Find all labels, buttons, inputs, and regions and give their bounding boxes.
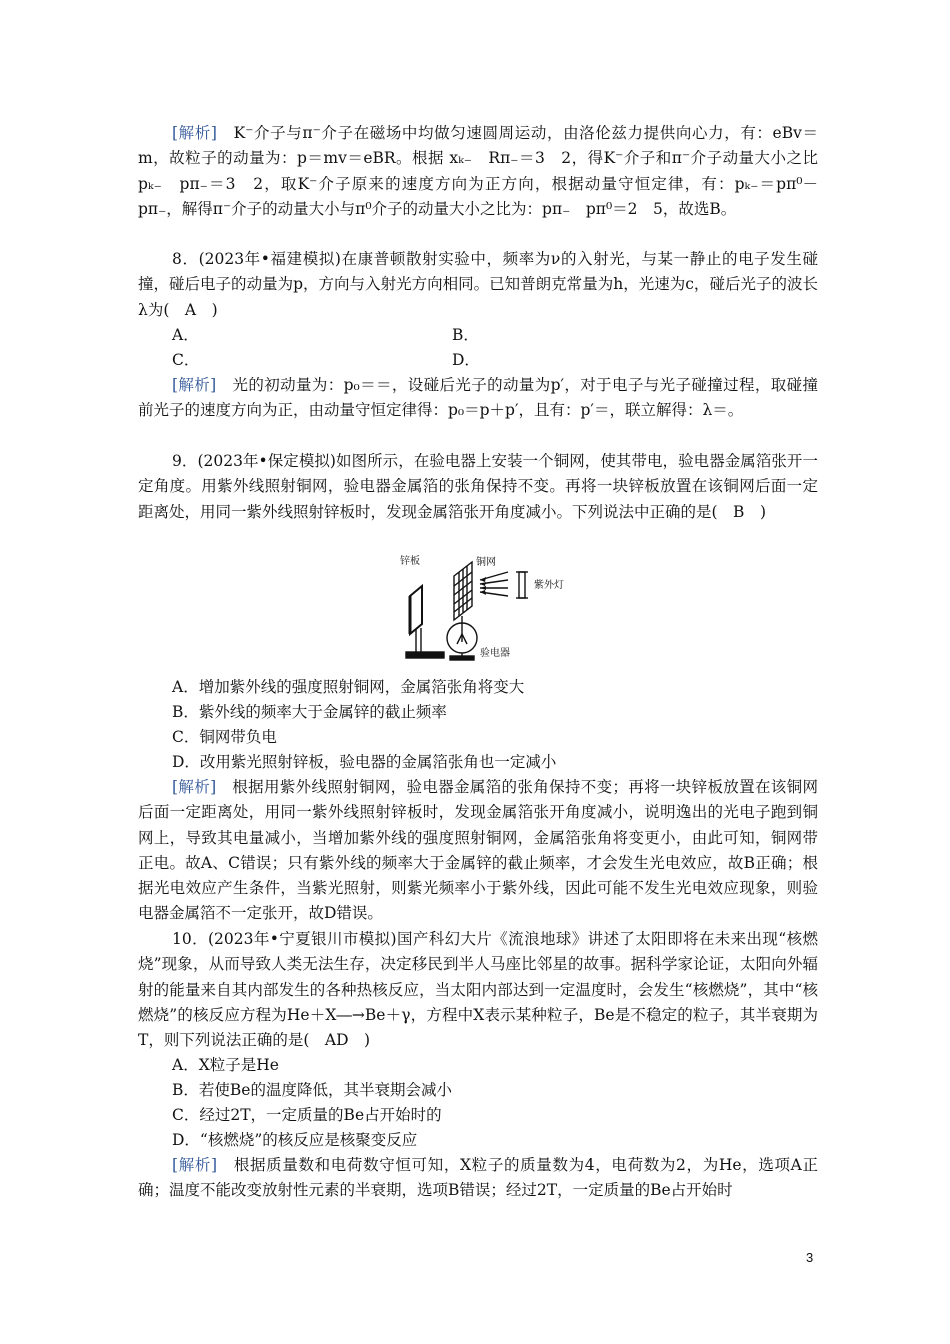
q9-solution: [138, 775, 818, 927]
solution-text: K⁻介子与π⁻介子在磁场中均做匀速圆周运动，由洛伦兹力提供向心力，有：eBv＝m，故粒子的动量为：p＝mv＝eBR。根据 xₖ₋ Rπ₋＝3 2，得K⁻介子和π⁻介子动量大小之比pₖ₋ pπ₋＝3 2，取K⁻介子原来的速度方向为正方向，根据动量守恒定律，有：pₖ₋＝pπ⁰－pπ₋，解得π⁻介子的动量大小与π⁰介子的动量大小之比为：pπ₋ pπ⁰＝2 5，故选B。: [138, 124, 818, 218]
q10-option-b: B．若使Be的温度降低，其半衰期会减小: [172, 1081, 452, 1099]
q8-stem: 8．(2023年•福建模拟)在康普顿散射实验中，频率为ν的入射光，与某一静止的电子发生碰撞，碰后电子的动量为p，方向与入射光方向相同。已知普朗克常量为h，光速为c，碰后光子的波长λ为( A ): [138, 250, 818, 319]
uv-lamp-label: 紫外灯: [534, 580, 564, 591]
q10-solution: [138, 1153, 818, 1204]
electroscope-base: [450, 656, 474, 660]
q9-option-a: A．增加紫外线的强度照射铜网，金属箔张角将变大: [172, 678, 525, 696]
electroscope-label: 验电器: [480, 648, 510, 659]
q10-stem: 10．(2023年•宁夏银川市模拟)国产科幻大片《流浪地球》讲述了太阳即将在未来出现“核燃烧”现象，从而导致人类无法生存，决定移民到半人马座比邻星的故事。据科学家论证，太阳向外辐射的能量来自其内部发生的各种热核反应，当太阳内部达到一定温度时，会发生“核燃烧”，其中“核燃烧”的核反应方程为He＋X―→Be＋γ，方程中X表示某种粒子，Be是不稳定的粒子，其半衰期为T，则下列说法正确的是( AD ): [138, 930, 818, 1050]
copper-mesh-label: 铜网: [476, 557, 496, 568]
solution-tag: [解析]: [172, 376, 217, 394]
solution-text: 根据用紫外线照射铜网，验电器金属箔的张角保持不变；再将一块锌板放置在该铜网后面一定距离处，用同一紫外线照射锌板时，发现金属箔张开角度减小，说明逸出的光电子跑到铜网上，导致其电量减小，当增加紫外线的强度照射铜网，金属箔张角将变更小，由此可知，铜网带正电。故A、C错误；只有紫外线的频率大于金属锌的截止频率，才会发生光电效应，故B正确；根据光电效应产生条件，当紫光照射，则紫光频率小于紫外线，因此可能不发生光电效应现象，则验电器金属箔不一定张开，故D错误。: [138, 778, 818, 923]
q10-option-a: A．X粒子是He: [172, 1056, 279, 1074]
q8-solution: [138, 373, 818, 424]
q9-option-d: D．改用紫光照射锌板，验电器的金属箔张角也一定减小: [172, 753, 557, 771]
page-number: 3: [806, 1250, 814, 1265]
q8-option-d: D．: [452, 351, 480, 369]
solution-tag: [解析]: [172, 124, 217, 142]
q9-option-c: C．铜网带负电: [172, 728, 277, 746]
q9-stem: 9．(2023年•保定模拟)如图所示，在验电器上安装一个铜网，使其带电，验电器金属箔张开一定角度。用紫外线照射铜网，验电器金属箔的张角保持不变。再将一块锌板放置在该铜网后面一定距离处，用同一紫外线照射锌板时，发现金属箔张开角度减小。下列说法中正确的是( B ): [138, 452, 818, 521]
solution-text: 根据质量数和电荷数守恒可知，X粒子的质量数为4，电荷数为2，为He，选项A正确；温度不能改变放射性元素的半衰期，选项B错误；经过2T，一定质量的Be占开始时: [138, 1156, 818, 1200]
solution-text: 光的初动量为：p₀＝＝，设碰后光子的动量为p′，对于电子与光子碰撞过程，取碰撞前光子的速度方向为正，由动量守恒定律得：p₀＝p＋p′，且有：p′＝，联立解得：λ＝。: [138, 376, 818, 420]
q7-solution: [138, 121, 818, 222]
q8-option-b: B．: [452, 326, 479, 344]
zinc-plate: [410, 586, 422, 634]
photoelectric-figure: [398, 550, 588, 666]
q10-option-d: D．“核燃烧”的核反应是核聚变反应: [172, 1131, 418, 1149]
q8-option-a: A．: [172, 326, 199, 344]
solution-tag: [解析]: [172, 778, 217, 796]
q10-option-c: C．经过2T，一定质量的Be占开始时的: [172, 1106, 442, 1124]
zinc-plate-label: 锌板: [400, 556, 420, 567]
q8-option-c: C．: [172, 351, 200, 369]
solution-tag: [解析]: [172, 1156, 218, 1174]
uv-lamp: [519, 572, 525, 598]
zinc-stand-base: [406, 652, 444, 658]
q9-option-b: B．紫外线的频率大于金属锌的截止频率: [172, 703, 447, 721]
